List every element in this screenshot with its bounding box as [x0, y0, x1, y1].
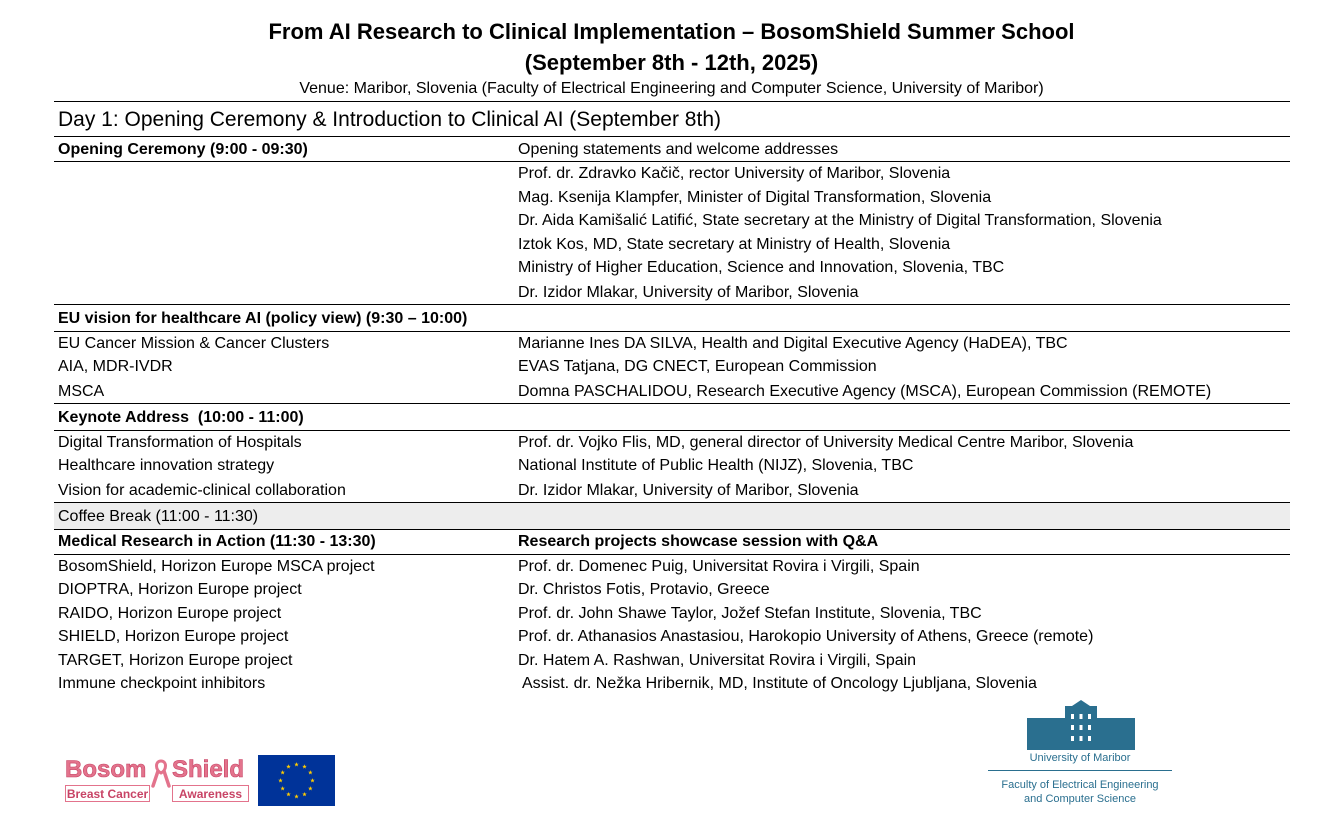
session-header-keynote: [54, 404, 1290, 431]
table-row: [54, 625, 1290, 649]
speaker: Prof. dr. John Shawe Taylor, Jožef Stefan Institute, Slovenia, TBC: [518, 604, 982, 622]
topic: Vision for academic-clinical collaboration: [58, 481, 346, 499]
session-title: Medical Research in Action (11:30 - 13:30): [58, 532, 376, 550]
logo-word-shield: Shield: [172, 756, 245, 783]
table-row: [54, 649, 1290, 673]
speaker: Mag. Ksenija Klampfer, Minister of Digital Transformation, Slovenia: [518, 188, 992, 206]
logo-tag-breast-cancer: Breast Cancer: [66, 787, 149, 801]
topic: BosomShield, Horizon Europe MSCA project: [58, 557, 375, 575]
table-row: [54, 602, 1290, 626]
speaker-row: [54, 256, 1290, 280]
speaker: Dr. Izidor Mlakar, University of Maribor, Slovenia: [518, 481, 859, 499]
speaker: Dr. Christos Fotis, Protavio, Greece: [518, 581, 770, 598]
topic: EU Cancer Mission & Cancer Clusters: [58, 334, 330, 352]
speaker-row: [54, 186, 1290, 210]
session-header-research: [54, 530, 1290, 555]
topic: Healthcare innovation strategy: [58, 457, 275, 474]
speaker: Prof. dr. Domenec Puig, Universitat Rovira i Virgili, Spain: [518, 557, 920, 575]
speaker: Prof. dr. Vojko Flis, MD, general director of University Medical Centre Maribor, Slovenia: [518, 433, 1134, 451]
speaker: National Institute of Public Health (NIJZ), Slovenia, TBC: [518, 457, 914, 474]
speaker-row: [54, 233, 1290, 257]
table-row: [54, 332, 1290, 356]
speaker: Prof. dr. Zdravko Kačič, rector University of Maribor, Slovenia: [518, 165, 951, 182]
topic: TARGET, Horizon Europe project: [58, 651, 293, 669]
venue-text: Venue: Maribor, Slovenia (Faculty of Electrical Engineering and Computer Science, University of Maribor): [299, 80, 1044, 97]
pink-ribbon-icon: [150, 758, 172, 788]
table-row: [54, 379, 1290, 404]
table-row: [54, 672, 1290, 696]
faculty-name-line2: and Computer Science: [1024, 793, 1136, 805]
coffee-break-row: [54, 503, 1290, 530]
faculty-name-line1: Faculty of Electrical Engineering: [1001, 779, 1159, 791]
eu-flag-icon: [258, 755, 335, 806]
page-title: From AI Research to Clinical Implementation – BosomShield Summer School: [268, 19, 1075, 44]
topic: Immune checkpoint inhibitors: [58, 675, 266, 692]
speaker: Dr. Hatem A. Rashwan, Universitat Rovira i Virgili, Spain: [518, 651, 917, 669]
table-row: [54, 578, 1290, 602]
session-title: Keynote Address (10:00 - 11:00): [58, 408, 304, 426]
table-row: [54, 431, 1290, 455]
speaker: EVAS Tatjana, DG CNECT, European Commission: [518, 358, 877, 375]
session-title: Opening Ceremony (9:00 - 09:30): [58, 141, 308, 158]
speaker: Prof. dr. Athanasios Anastasiou, Harokopio University of Athens, Greece (remote): [518, 628, 1094, 645]
logo-tag-awareness: Awareness: [172, 785, 249, 802]
university-name: University of Maribor: [1029, 752, 1131, 764]
coffee-break-label: Coffee Break (11:00 - 11:30): [58, 507, 259, 525]
speaker-row: [54, 209, 1290, 233]
session-description: Opening statements and welcome addresses: [518, 141, 839, 158]
logo-word-bosom: Bosom: [65, 756, 147, 783]
speaker: Dr. Aida Kamišalić Latifić, State secretary at the Ministry of Digital Transformation, Slovenia: [518, 212, 1162, 229]
topic: AIA, MDR-IVDR: [58, 358, 173, 375]
speaker: Assist. dr. Nežka Hribernik, MD, Institute of Oncology Ljubljana, Slovenia: [522, 675, 1037, 692]
topic: Digital Transformation of Hospitals: [58, 433, 302, 451]
schedule-table: [54, 101, 1290, 696]
speaker: Marianne Ines DA SILVA, Health and Digital Executive Agency (HaDEA), TBC: [518, 334, 1068, 352]
speaker-row: [54, 280, 1290, 305]
speaker: Dr. Izidor Mlakar, University of Maribor, Slovenia: [518, 283, 859, 301]
divider: [988, 770, 1172, 771]
bosomshield-logo: [62, 756, 252, 806]
topic: SHIELD, Horizon Europe project: [58, 628, 289, 645]
table-row: [54, 355, 1290, 379]
topic: RAIDO, Horizon Europe project: [58, 604, 282, 622]
table-row: [54, 555, 1290, 579]
table-row: [54, 454, 1290, 478]
faculty-name: [985, 778, 1175, 806]
topic: MSCA: [58, 382, 105, 400]
speaker: Iztok Kos, MD, State secretary at Ministry of Health, Slovenia: [518, 235, 951, 253]
table-row: [54, 478, 1290, 503]
university-of-maribor-logo: [985, 700, 1175, 810]
speaker: Domna PASCHALIDOU, Research Executive Agency (MSCA), European Commission (REMOTE): [518, 382, 1212, 400]
session-description: Research projects showcase session with Q&A: [518, 532, 879, 550]
speaker: Ministry of Higher Education, Science and Innovation, Slovenia, TBC: [518, 259, 1005, 276]
session-header-opening: [54, 137, 1290, 162]
session-header-eu-vision: [54, 305, 1290, 332]
day-heading: Day 1: Opening Ceremony & Introduction to Clinical AI (September 8th): [54, 102, 1290, 137]
topic: DIOPTRA, Horizon Europe project: [58, 581, 302, 598]
page-subtitle-dates: (September 8th - 12th, 2025): [524, 50, 819, 75]
university-building-icon: [1027, 700, 1135, 750]
session-title: EU vision for healthcare AI (policy view) (9:30 – 10:00): [58, 309, 468, 327]
speaker-row: [54, 162, 1290, 186]
